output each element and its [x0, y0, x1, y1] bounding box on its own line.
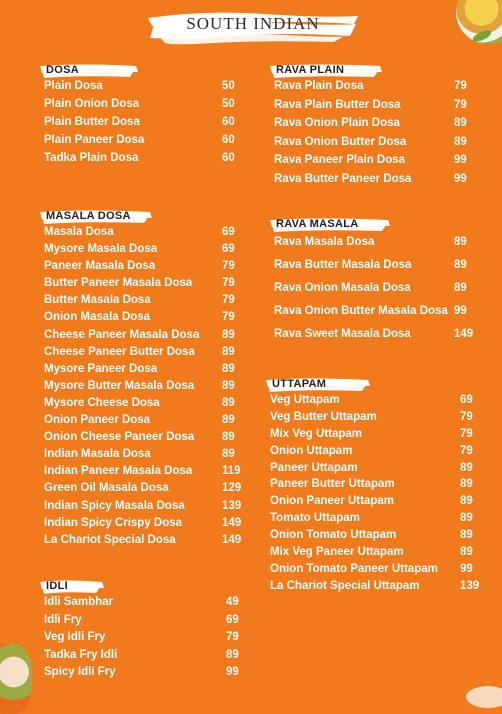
- menu-item-butter-masala-dosa: [44, 294, 249, 311]
- menu-item-spicy-idli-fry: [44, 666, 249, 684]
- menu-item-butter-paneer-masala-dosa: [44, 277, 249, 294]
- menu-item-plain-onion-dosa: [44, 98, 244, 116]
- menu-item-price: 119: [222, 465, 241, 478]
- menu-item-price: 60: [222, 134, 235, 146]
- menu-item-onion-cheese-paneer-dosa: [44, 431, 249, 448]
- menu-item-name: Idli Fry: [44, 613, 82, 626]
- menu-item-price: 89: [222, 345, 235, 358]
- menu-item-price: 79: [222, 294, 235, 307]
- menu-item-name: Plain Dosa: [44, 80, 103, 92]
- menu-item-price: 69: [222, 226, 235, 238]
- menu-item-name: Paneer Butter Uttapam: [270, 478, 395, 491]
- menu-item-price: 89: [460, 478, 473, 491]
- menu-item-price: 89: [222, 396, 235, 409]
- menu-item-name: Rava Butter Paneer Dosa: [274, 172, 412, 185]
- section-header: [274, 64, 474, 78]
- menu-item-price: 79: [460, 427, 473, 440]
- section-rava-plain: [274, 64, 474, 192]
- menu-item-price: 69: [226, 613, 239, 626]
- menu-item-price: 89: [222, 414, 235, 427]
- menu-item-name: Veg Idli Fry: [44, 631, 106, 644]
- menu-item-price: 89: [454, 259, 467, 271]
- menu-item-rava-butter-paneer-dosa: [274, 173, 474, 192]
- menu-item-price: 49: [226, 596, 239, 608]
- menu-item-name: Rava Onion Butter Masala Dosa: [274, 305, 448, 317]
- section-header-label: IDLI: [46, 580, 68, 592]
- menu-item-price: 79: [226, 631, 239, 644]
- menu-item-name: Onion Masala Dosa: [44, 311, 151, 324]
- menu-item-name: Rava Butter Masala Dosa: [274, 259, 412, 271]
- menu-item-name: Paneer Uttapam: [270, 461, 358, 474]
- menu-item-name: La Chariot Special Dosa: [44, 533, 176, 546]
- menu-item-onion-tomato-paneer-uttapam: [270, 563, 485, 580]
- section-header-label: MASALA DOSA: [46, 210, 131, 222]
- menu-item-rava-onion-butter-dosa: [274, 136, 474, 155]
- menu-item-rava-masala-dosa: [274, 236, 484, 259]
- menu-item-name: Indian Spicy Masala Dosa: [44, 499, 185, 512]
- menu-item-name: Onion Uttapam: [270, 444, 353, 457]
- menu-item-price: 149: [222, 516, 242, 529]
- menu-item-rava-onion-plain-dosa: [274, 117, 474, 136]
- section-header-label: RAVA PLAIN: [276, 64, 345, 76]
- menu-item-price: 79: [222, 311, 235, 324]
- menu-item-name: Paneer Masala Dosa: [44, 260, 156, 273]
- section-header-label: UTTAPAM: [272, 378, 327, 390]
- menu-item-price: 99: [454, 154, 467, 167]
- menu-item-indian-masala-dosa: [44, 448, 249, 465]
- menu-item-paneer-uttapam: [270, 462, 485, 479]
- menu-item-name: Mysore Masala Dosa: [44, 243, 158, 256]
- menu-item-name: Onion Paneer Uttapam: [270, 495, 394, 508]
- menu-item-name: Spicy Idli Fry: [44, 666, 116, 679]
- menu-item-name: Rava Onion Plain Dosa: [274, 117, 400, 130]
- menu-item-rava-paneer-plain-dosa: [274, 154, 474, 173]
- section-header-label: RAVA MASALA: [276, 218, 359, 230]
- section-rava-masala: [274, 218, 484, 351]
- menu-item-name: Plain Butter Dosa: [44, 116, 140, 128]
- menu-item-rava-plain-butter-dosa: [274, 99, 474, 118]
- menu-item-name: Masala Dosa: [44, 226, 114, 238]
- menu-item-price: 139: [460, 579, 480, 592]
- menu-item-idli-fry: [44, 614, 249, 632]
- section-masala-dosa: [44, 210, 249, 551]
- menu-item-price: 79: [222, 277, 235, 290]
- menu-item-name: Rava Plain Dosa: [274, 80, 364, 92]
- menu-item-veg-idli-fry: [44, 631, 249, 649]
- menu-item-green-oil-masala-dosa: [44, 482, 249, 499]
- menu-item-paneer-butter-uttapam: [270, 478, 485, 495]
- menu-item-la-chariot-special-dosa: [44, 534, 249, 551]
- menu-item-price: 89: [454, 117, 467, 130]
- menu-item-name: Indian Spicy Crispy Dosa: [44, 516, 183, 529]
- menu-item-price: 50: [222, 98, 235, 110]
- menu-item-plain-butter-dosa: [44, 116, 244, 134]
- menu-item-name: Indian Paneer Masala Dosa: [44, 465, 193, 478]
- menu-item-veg-butter-uttapam: [270, 411, 485, 428]
- menu-item-indian-paneer-masala-dosa: [44, 465, 249, 482]
- menu-item-rava-onion-masala-dosa: [274, 282, 484, 305]
- menu-item-price: 69: [460, 394, 473, 406]
- menu-item-price: 79: [222, 260, 235, 273]
- menu-item-name: Butter Masala Dosa: [44, 294, 151, 307]
- menu-item-name: Rava Onion Butter Dosa: [274, 135, 407, 148]
- menu-item-onion-uttapam: [270, 445, 485, 462]
- menu-item-plain-paneer-dosa: [44, 134, 244, 152]
- menu-item-rava-plain-dosa: [274, 80, 474, 99]
- menu-item-price: 79: [460, 444, 473, 457]
- menu-item-price: 89: [222, 362, 235, 375]
- menu-item-name: Butter Paneer Masala Dosa: [44, 277, 193, 290]
- menu-item-price: 149: [454, 328, 474, 340]
- menu-item-name: Rava Sweet Masala Dosa: [274, 328, 411, 340]
- menu-item-masala-dosa: [44, 226, 249, 243]
- menu-item-name: Green Oil Masala Dosa: [44, 482, 169, 495]
- menu-item-price: 79: [454, 80, 467, 92]
- menu-item-price: 89: [454, 135, 467, 148]
- menu-item-tadka-plain-dosa: [44, 152, 244, 170]
- menu-item-price: 139: [222, 499, 242, 512]
- menu-item-rava-butter-masala-dosa: [274, 259, 484, 282]
- menu-item-name: Veg Butter Uttapam: [270, 410, 377, 423]
- menu-item-name: Tadka Plain Dosa: [44, 152, 139, 164]
- menu-item-name: Onion Tomato Paneer Uttapam: [270, 562, 438, 575]
- menu-item-name: Mysore Butter Masala Dosa: [44, 379, 195, 392]
- menu-item-name: Mysore Paneer Dosa: [44, 362, 158, 375]
- menu-item-price: 99: [454, 172, 467, 185]
- menu-item-name: Onion Cheese Paneer Dosa: [44, 431, 195, 444]
- menu-item-la-chariot-special-uttapam: [270, 580, 485, 597]
- menu-item-name: Tadka Fry Idli: [44, 648, 118, 661]
- menu-item-name: Onion Paneer Dosa: [44, 414, 151, 427]
- menu-item-price: 89: [460, 512, 473, 525]
- menu-item-price: 89: [222, 431, 235, 444]
- menu-item-price: 89: [454, 282, 467, 294]
- menu-item-mix-veg-uttapam: [270, 428, 485, 445]
- menu-item-mix-veg-paneer-uttapam: [270, 546, 485, 563]
- menu-item-price: 50: [222, 80, 235, 92]
- menu-item-name: Rava Onion Masala Dosa: [274, 282, 411, 294]
- menu-item-price: 149: [222, 533, 242, 546]
- section-idli: [44, 580, 249, 684]
- menu-item-price: 129: [222, 482, 242, 495]
- menu-item-name: Rava Plain Butter Dosa: [274, 98, 401, 111]
- menu-item-price: 89: [460, 529, 473, 542]
- section-uttapam: [270, 378, 485, 597]
- menu-item-mysore-masala-dosa: [44, 243, 249, 260]
- menu-item-onion-masala-dosa: [44, 311, 249, 328]
- menu-item-price: 99: [460, 562, 473, 575]
- menu-item-paneer-masala-dosa: [44, 260, 249, 277]
- menu-item-price: 89: [226, 648, 239, 661]
- menu-item-name: Mysore Cheese Dosa: [44, 396, 160, 409]
- menu-item-price: 89: [222, 379, 235, 392]
- menu-item-tadka-fry-idli: [44, 649, 249, 667]
- menu-item-price: 69: [222, 243, 235, 256]
- menu-item-name: Rava Masala Dosa: [274, 236, 375, 248]
- menu-item-price: 60: [222, 116, 235, 128]
- section-header: [274, 218, 484, 232]
- menu-item-name: La Chariot Special Uttapam: [270, 579, 420, 592]
- menu-item-name: Plain Paneer Dosa: [44, 134, 145, 146]
- section-dosa: [44, 64, 244, 170]
- menu-item-name: Mix Veg Uttapam: [270, 427, 363, 440]
- menu-item-onion-paneer-uttapam: [270, 495, 485, 512]
- menu-item-name: Veg Uttapam: [270, 394, 340, 406]
- menu-item-name: Idli Sambhar: [44, 596, 114, 608]
- menu-item-price: 99: [226, 666, 239, 679]
- menu-item-onion-tomato-uttapam: [270, 529, 485, 546]
- menu-item-mysore-butter-masala-dosa: [44, 380, 249, 397]
- menu-item-price: 89: [454, 236, 467, 248]
- menu-item-price: 79: [454, 98, 467, 111]
- section-header: [44, 64, 244, 78]
- section-header-label: DOSA: [46, 64, 79, 76]
- menu-item-mysore-paneer-dosa: [44, 363, 249, 380]
- section-header: [44, 580, 249, 594]
- menu-item-indian-spicy-crispy-dosa: [44, 517, 249, 534]
- menu-item-name: Plain Onion Dosa: [44, 98, 140, 110]
- menu-item-plain-dosa: [44, 80, 244, 98]
- menu-item-rava-sweet-masala-dosa: [274, 328, 484, 351]
- menu-item-name: Mix Veg Paneer Uttapam: [270, 546, 404, 559]
- menu-item-name: Indian Masala Dosa: [44, 448, 151, 461]
- menu-item-veg-uttapam: [270, 394, 485, 411]
- menu-item-name: Cheese Paneer Butter Dosa: [44, 345, 195, 358]
- menu-item-price: 89: [460, 495, 473, 508]
- plate-decoration-icon: [466, 686, 502, 708]
- menu-item-price: 99: [454, 305, 467, 317]
- menu-item-name: Tomato Uttapam: [270, 512, 360, 525]
- menu-item-price: 89: [222, 448, 235, 461]
- menu-item-name: Rava Paneer Plain Dosa: [274, 154, 406, 167]
- menu-item-name: Cheese Paneer Masala Dosa: [44, 328, 200, 341]
- menu-item-tomato-uttapam: [270, 512, 485, 529]
- menu-item-onion-paneer-dosa: [44, 414, 249, 431]
- menu-item-price: 89: [222, 328, 235, 341]
- food-decoration-icon: [0, 644, 32, 714]
- menu-item-cheese-paneer-butter-dosa: [44, 346, 249, 363]
- menu-item-rava-onion-butter-masala-dosa: [274, 305, 484, 328]
- menu-item-indian-spicy-masala-dosa: [44, 500, 249, 517]
- page-title: SOUTH INDIAN: [186, 14, 320, 33]
- section-header: [44, 210, 249, 224]
- menu-item-mysore-cheese-dosa: [44, 397, 249, 414]
- menu-item-idli-sambhar: [44, 596, 249, 614]
- menu-item-price: 60: [222, 152, 235, 164]
- menu-item-cheese-paneer-masala-dosa: [44, 329, 249, 346]
- menu-item-price: 89: [460, 461, 473, 474]
- section-header: [270, 378, 485, 392]
- menu-item-price: 89: [460, 546, 473, 559]
- menu-item-price: 79: [460, 410, 473, 423]
- menu-item-name: Onion Tomato Uttapam: [270, 529, 397, 542]
